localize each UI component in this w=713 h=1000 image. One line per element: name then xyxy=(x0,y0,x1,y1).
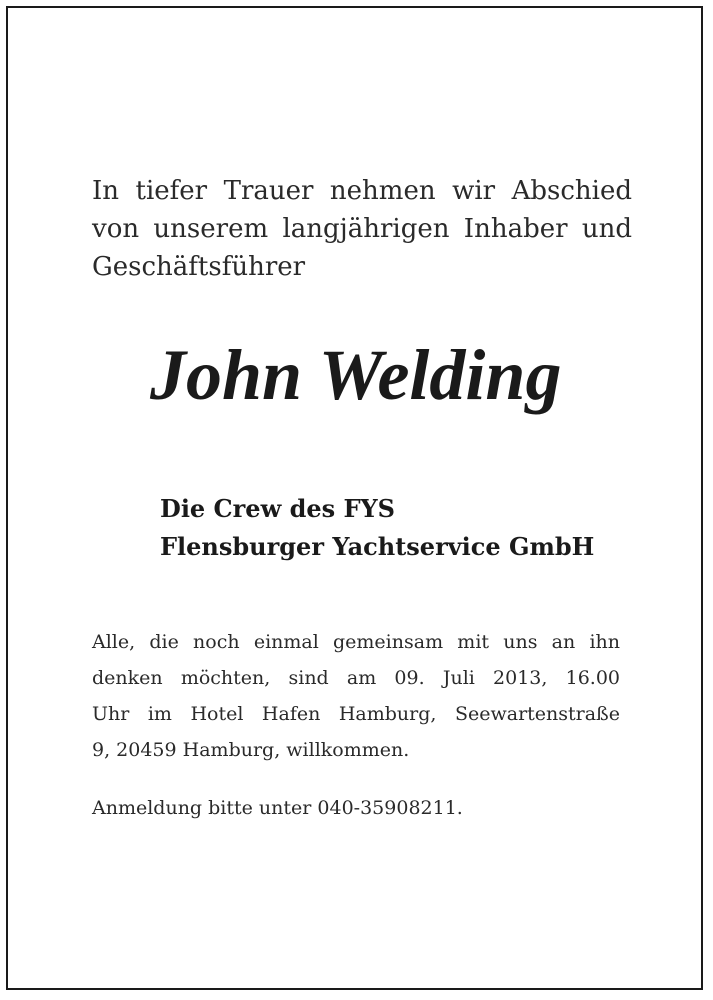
intro-line: In tiefer Trauer nehmen wir Abschied xyxy=(92,176,632,206)
signature-line: Die Crew des FYS xyxy=(160,494,396,523)
invitation-text xyxy=(92,624,620,768)
registration-text: Anmeldung bitte unter 040-35908211. xyxy=(92,797,463,819)
signature-line: Flensburger Yachtservice GmbH xyxy=(160,532,595,561)
signature-block xyxy=(160,490,630,566)
invitation-line: Uhr im Hotel Hafen Hamburg, Seewartenstraße xyxy=(92,703,620,725)
deceased-name: John Welding xyxy=(150,335,562,415)
invitation-line: Alle, die noch einmal gemeinsam mit uns an ihn xyxy=(92,631,620,653)
invitation-line: denken möchten, sind am 09. Juli 2013, 16.00 xyxy=(92,667,620,689)
intro-line: Geschäftsführer xyxy=(92,252,306,282)
intro-line: von unserem langjährigen Inhaber und xyxy=(92,214,632,244)
invitation-line: 9, 20459 Hamburg, willkommen. xyxy=(92,739,410,761)
intro-text xyxy=(92,172,632,286)
